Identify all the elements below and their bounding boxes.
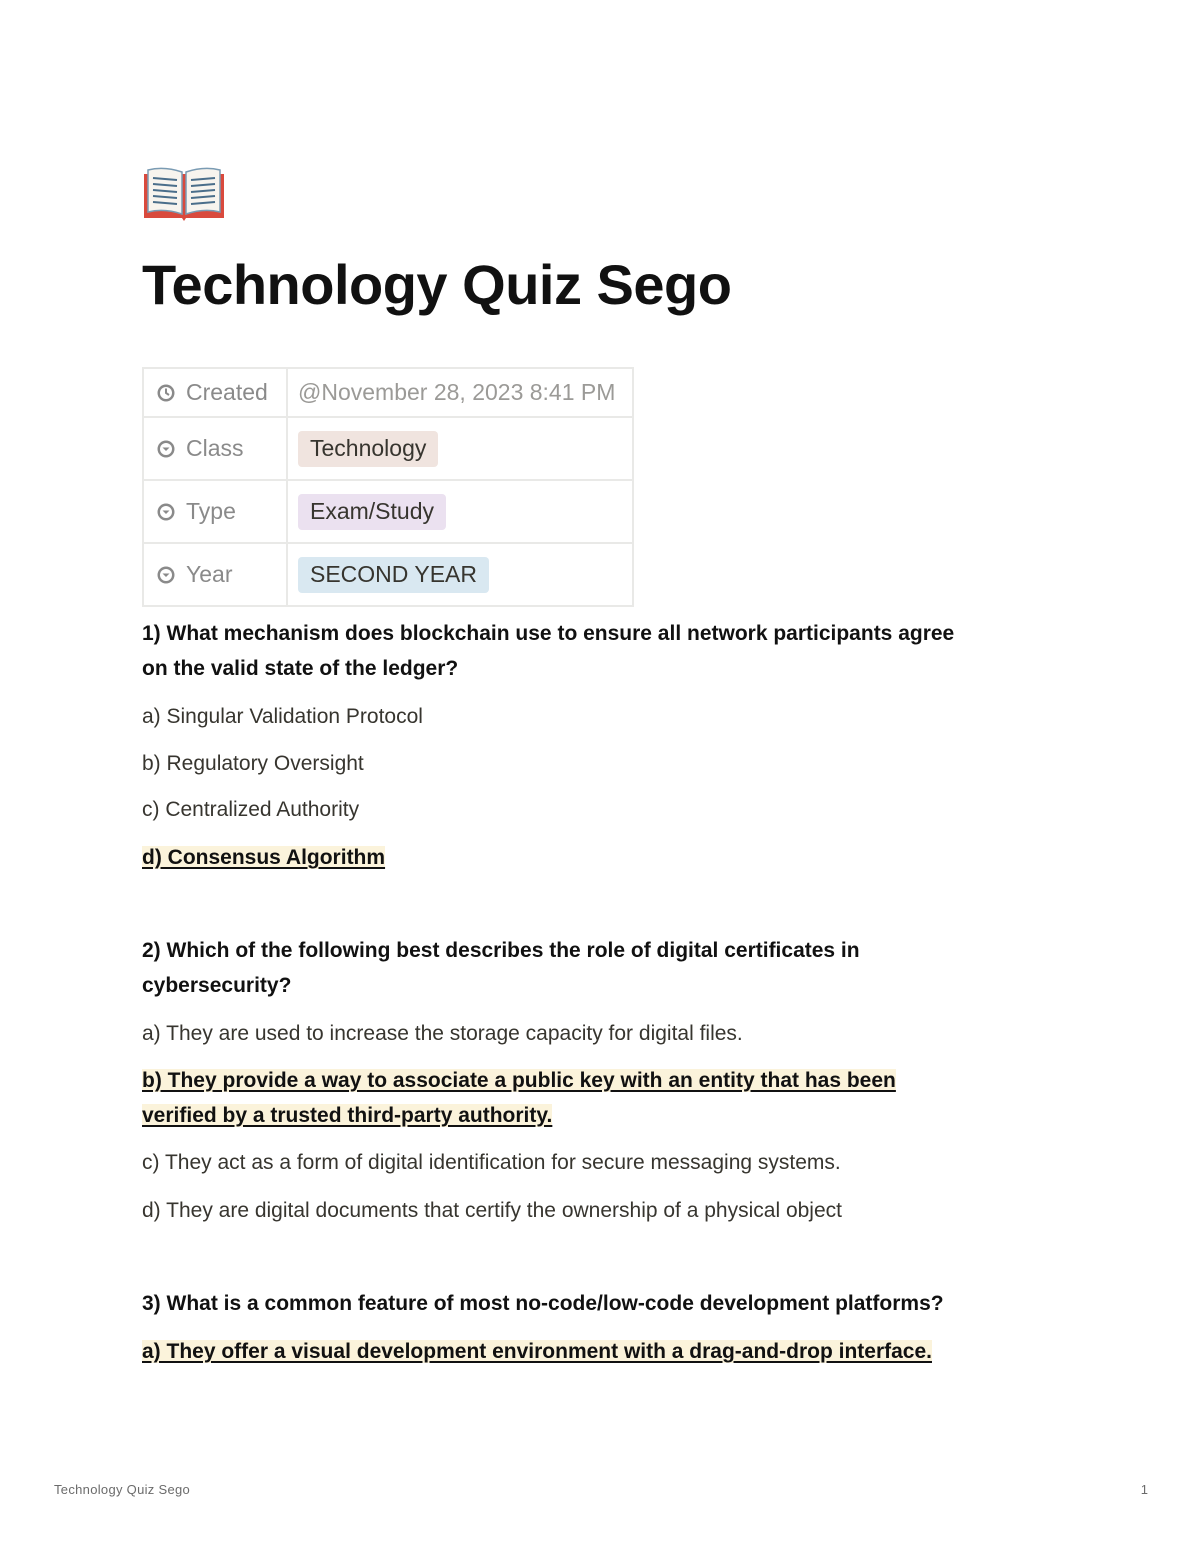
highlighted-answer: b) They provide a way to associate a public key with an entity that has been [142, 1069, 896, 1092]
question-text-line: 1) What mechanism does blockchain use to ensure all network participants agree [142, 622, 955, 645]
property-row-year [143, 543, 633, 606]
question-1-heading [142, 616, 1062, 686]
select-icon [156, 502, 176, 522]
page-title: Technology Quiz Sego [142, 253, 732, 316]
answer-option: a) Singular Validation Protocol [142, 705, 423, 728]
option-line [142, 746, 1062, 781]
select-icon [156, 565, 176, 585]
highlighted-answer: a) They offer a visual development environment with a drag-and-drop interface. [142, 1340, 932, 1363]
property-key: Created [186, 379, 268, 405]
page-number: 1 [1140, 1482, 1148, 1497]
class-tag[interactable]: Technology [298, 431, 438, 467]
option-line [142, 1016, 1062, 1051]
property-row-created [143, 368, 633, 417]
highlighted-answer: verified by a trusted third-party authority. [142, 1104, 553, 1127]
correct-answer-option [142, 1063, 1062, 1098]
option-line [142, 699, 1062, 734]
property-key: Year [186, 561, 233, 587]
property-row-type [143, 480, 633, 543]
property-key: Class [186, 435, 244, 461]
question-text-line: cybersecurity? [142, 974, 292, 997]
question-text-line: 2) Which of the following best describes the role of digital certificates in [142, 939, 860, 962]
question-3-heading [142, 1286, 1062, 1321]
question-2-heading [142, 933, 1062, 1003]
created-date-value[interactable]: @November 28, 2023 8:41 PM [298, 379, 616, 405]
answer-option: a) They are used to increase the storage capacity for digital files. [142, 1022, 743, 1045]
open-book-icon [142, 166, 226, 222]
highlighted-answer: d) Consensus Algorithm [142, 846, 386, 869]
correct-answer-option [142, 840, 1062, 875]
answer-option: c) They act as a form of digital identification for secure messaging systems. [142, 1151, 841, 1174]
properties-table [142, 367, 634, 607]
option-line [142, 1145, 1062, 1180]
option-line [142, 840, 1062, 875]
type-tag[interactable]: Exam/Study [298, 494, 446, 530]
correct-answer-option [142, 1098, 1062, 1133]
question-text-line: on the valid state of the ledger? [142, 657, 459, 680]
select-icon [156, 439, 176, 459]
correct-answer-option [142, 1334, 1062, 1369]
option-line [142, 792, 1062, 827]
footer-title: Technology Quiz Sego [54, 1482, 191, 1497]
answer-option: c) Centralized Authority [142, 798, 360, 821]
clock-icon [156, 383, 176, 403]
option-line [142, 1334, 1062, 1369]
property-row-class [143, 417, 633, 480]
year-tag[interactable]: SECOND YEAR [298, 557, 489, 593]
option-line [142, 1193, 1062, 1228]
question-text-line: 3) What is a common feature of most no-code/low-code development platforms? [142, 1292, 944, 1315]
property-key: Type [186, 498, 236, 524]
answer-option: d) They are digital documents that certify the ownership of a physical object [142, 1199, 842, 1222]
option-line [142, 1063, 1062, 1133]
answer-option: b) Regulatory Oversight [142, 752, 364, 775]
